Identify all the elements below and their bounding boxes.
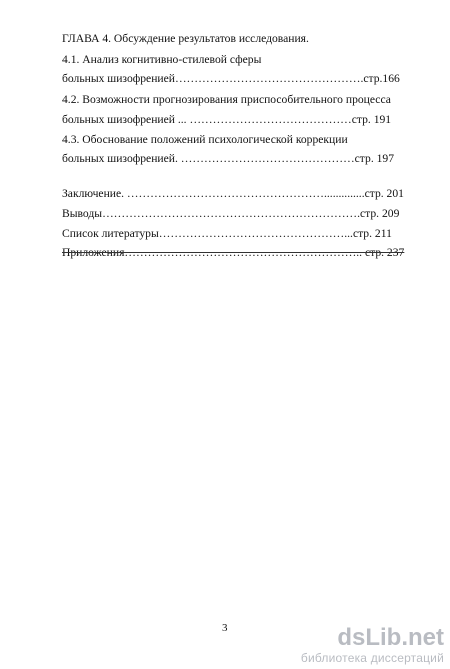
section-4-2-title: 4.2. Возможности прогнозирования приспособительного процесса — [62, 93, 391, 106]
chapter-4-heading: ГЛАВА 4. Обсуждение результатов исследования. — [62, 32, 309, 45]
section-4-2-entry: больных шизофренией ... ……………………………………стр. 191 — [62, 113, 392, 126]
watermark-brand: dsLib.net — [337, 624, 444, 651]
section-4-3-title: 4.3. Обоснование положений психологической коррекции — [62, 133, 348, 146]
appendices-entry: Приложения…………………………………………………….. стр. 237 — [62, 246, 405, 259]
section-4-1-title: 4.1. Анализ когнитивно-стилевой сферы — [62, 53, 262, 66]
page-number: 3 — [222, 622, 228, 634]
references-entry: Список литературы…………………………………………...стр. 211 — [62, 227, 392, 240]
findings-entry: Выводы………………………………………………………….стр. 209 — [62, 207, 400, 220]
watermark-caption: библиотека диссертаций — [300, 651, 444, 665]
section-4-3-entry: больных шизофренией. ………………………………………стр. 197 — [62, 152, 395, 165]
conclusion-entry: Заключение. ……………………………………………..............стр. 201 — [62, 187, 404, 200]
dslib-watermark — [301, 625, 444, 665]
section-4-1-entry: больных шизофренией………………………………………….стр.166 — [62, 72, 400, 85]
